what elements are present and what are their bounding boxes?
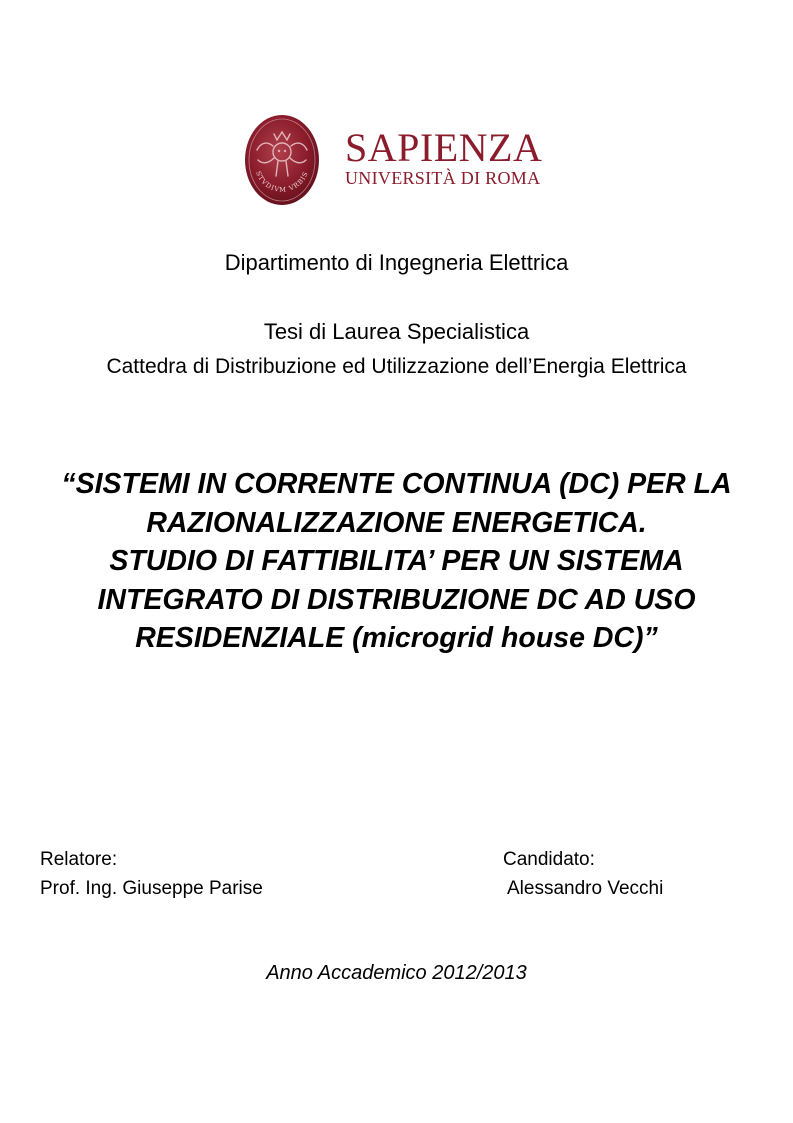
thesis-title-line: RESIDENZIALE (microgrid house DC)” [135,622,658,654]
university-logo [244,114,544,206]
university-seal-icon [244,114,320,206]
university-name: SAPIENZA [345,125,543,170]
university-subtitle: UNIVERSITÀ DI ROMA [345,168,541,188]
candidate-block [503,845,663,903]
thesis-title-line: STUDIO DI FATTIBILITA’ PER UN SISTEMA [109,545,684,577]
supervisor-label: Relatore: [40,849,118,870]
chair-name: Cattedra di Distribuzione ed Utilizzazione dell’Energia Elettrica [106,355,687,378]
seal-text: STVDIVM VRBIS [254,170,310,194]
thesis-title-line: RAZIONALIZZAZIONE ENERGETICA. [146,506,647,539]
department-name: Dipartimento di Ingegneria Elettrica [224,250,569,275]
thesis-type: Tesi di Laurea Specialistica [263,319,530,344]
logo-text [345,125,555,188]
supervisor-name: Prof. Ing. Giuseppe Parise [40,878,263,899]
thesis-title-line: INTEGRATO DI DISTRIBUZIONE DC AD USO [97,583,696,616]
candidate-label: Candidato: [503,849,595,870]
supervisor-block [40,845,263,903]
academic-year: Anno Accademico 2012/2013 [266,962,527,984]
candidate-name: Alessandro Vecchi [507,878,664,899]
thesis-title [30,465,763,658]
thesis-title-line: “SISTEMI IN CORRENTE CONTINUA (DC) PER LA [61,468,732,500]
